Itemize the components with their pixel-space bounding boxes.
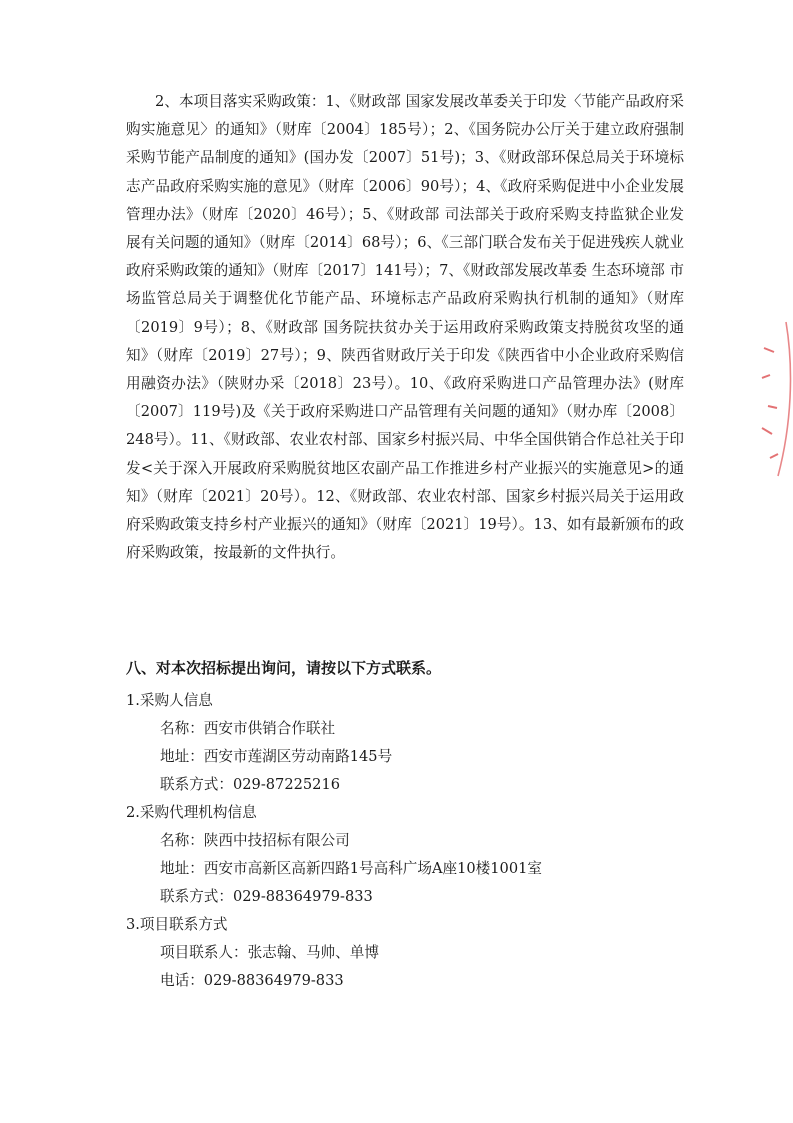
seal-stamp-fragment [756, 318, 793, 478]
agency-phone: 联系方式：029-88364979-833 [160, 888, 373, 905]
seal-stamp-icon [756, 318, 793, 478]
project-contact-persons: 项目联系人：张志翰、马帅、单博 [160, 944, 379, 961]
agency-info-title: 2.采购代理机构信息 [126, 804, 257, 821]
procurement-policy-paragraph: 2、本项目落实采购政策：1、《财政部 国家发展改革委关于印发〈节能产品政府采购实施意见〉的通知》（财库〔2004〕185号）；2、《国务院办公厅关于建立政府强制采购节能产品制度的通知》(国办发〔2007〕51号)；3、《财政部环保总局关于环境标志产品政府采购实施的意见》（财库〔2006〕90号）；4、《政府采购促进中小企业发展管理办法》（财库〔2020〕46号）；5、《财政部 司法部关于政府采购支持监狱企业发展有关问题的通知》（财库〔2014〕68号）；6、《三部门联合发布关于促进残疾人就业政府采购政策的通知》（财库〔2017〕141号）；7、《财政部发展改革委 生态环境部 市场监管总局关于调整优化节能产品、环境标志产品政府采购执行机制的通知》（财库〔2019〕9号）；8、《财政部 国务院扶贫办关于运用政府采购政策支持脱贫攻坚的通知》（财库〔2019〕27号）；9、陕西省财政厅关于印发《陕西省中小企业政府采购信用融资办法》（陕财办采〔2018〕23号）。10、《政府采购进口产品管理办法》(财库〔2007〕119号)及《关于政府采购进口产品管理有关问题的通知》（财办库〔2008〕248号）。11、《财政部、农业农村部、国家乡村振兴局、中华全国供销合作总社关于印发<关于深入开展政府采购脱贫地区农副产品工作推进乡村产业振兴的实施意见>的通知》（财库〔2021〕20号）。12、《财政部、农业农村部、国家乡村振兴局关于运用政府采购政策支持乡村产业振兴的通知》（财库〔2021〕19号）。13、如有最新颁布的政府采购政策，按最新的文件执行。 [126, 93, 684, 562]
purchaser-info-title: 1.采购人信息 [126, 692, 213, 709]
purchaser-phone: 联系方式：029-87225216 [160, 776, 341, 793]
purchaser-name: 名称：西安市供销合作联社 [160, 720, 336, 737]
project-contact-title: 3.项目联系方式 [126, 916, 228, 933]
agency-name: 名称：陕西中技招标有限公司 [160, 832, 350, 849]
project-contact-phone: 电话：029-88364979-833 [160, 972, 344, 989]
agency-address: 地址：西安市高新区高新四路1号高科广场A座10楼1001室 [160, 860, 543, 877]
contact-section-heading: 八、对本次招标提出询问，请按以下方式联系。 [126, 659, 442, 677]
purchaser-address: 地址：西安市莲湖区劳动南路145号 [160, 748, 393, 765]
